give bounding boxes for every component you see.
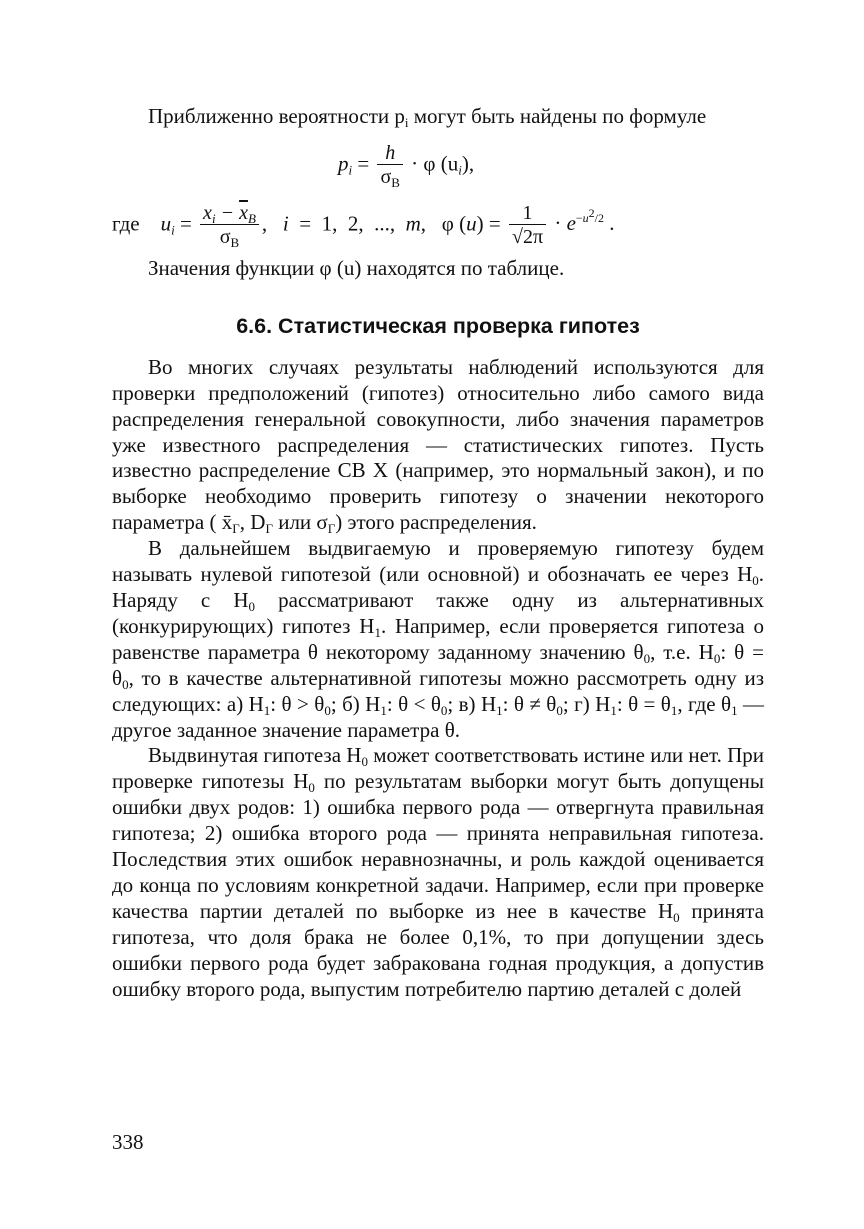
- formula2-u-sub: i: [171, 222, 175, 238]
- formula2-u-fraction: [200, 202, 259, 249]
- page-number: 338: [112, 1130, 144, 1154]
- page-body: [112, 104, 764, 1002]
- formula2-u-den: $\sigma_В$: [219, 225, 240, 250]
- formula1-fraction: [377, 142, 402, 189]
- formula1-rhs: · φ (u: [411, 151, 459, 176]
- formula2-u-num: $x_i - \overline{x}_В$: [200, 202, 259, 225]
- formula1-lhs: p: [338, 151, 349, 176]
- formula1-rhs-sub: i: [458, 162, 462, 178]
- formula2-phi-num: 1: [509, 202, 546, 225]
- formula-definitions: где $u_i$ = $\frac{x_i - \overline{x}_В}{\sigma_В}$ , i = 1, 2, ..., m, φ (u) = $\frac{1}{√2\pi}$ · $e^{-u^2/2}$ .: [112, 201, 615, 250]
- formula1-den-sub: В: [391, 174, 400, 190]
- formula-probability: $p_i$ = $\frac{h}{\sigma_В}$ · φ $(u_i)$,: [338, 141, 475, 190]
- formula1-lhs-sub: i: [348, 162, 353, 178]
- table-note: Значения функции φ (u) находятся по таблице.: [148, 255, 565, 280]
- formula2-phi-exp: · $e^{-u^2/2}$ .: [554, 206, 615, 236]
- formula1-rhs-end: ),: [461, 151, 475, 176]
- formula2-u: u: [160, 211, 172, 236]
- formula2-phi-fraction: [509, 202, 546, 249]
- intro-sentence: Приближенно вероятности $p_i$ могут быть найдены по формуле: [148, 104, 707, 130]
- section-heading: 6.6. Статистическая проверка гипотез: [236, 313, 640, 338]
- formula1-den: σ: [380, 165, 392, 188]
- formula2-index: , i = 1, 2, ..., m,: [261, 211, 442, 236]
- formula2-phi-den: √2π: [511, 225, 544, 248]
- paragraph-2: В дальнейшем выдвигаемую и проверяемую гипотезу будем называть нулевой гипотезой (или основной) и обозначать ее через $H_0$. Наряду с $H_0$ рассматривают также одну из альтернативных (конкурирующих) гипотез $H_1$. Например, если проверяется гипотеза о равенстве параметра θ некоторому заданному значению $\theta_0$, т.е. $H_0$: $\theta = \theta_0$, то в качестве альтернативной гипотезы можно рассмотреть одну из следующих: а) $H_1$: $\theta > \theta_0$; б) $H_1$: $\theta < \theta_0$; в) $H_1$: $\theta \ne \theta_0$; г) $H_1$: $\theta = \theta_1$, где $\theta_1$ — другое заданное значение параметра θ.: [112, 536, 765, 742]
- formula1-num: h: [385, 141, 396, 164]
- paragraph-1: Во многих случаях результаты наблюдений используются для проверки предположений (гипотез) относительно либо самого вида распределения генеральной совокупности, либо значения параметров уже известного распределения — статистических гипотез. Пусть известно распределение СВ X (например, это нормальный закон), и по выборке необходимо проверить гипотезу о значении некоторого параметра ( $x̄_Г$, $D_Г$ или $\sigma_Г$) этого распределения.: [112, 354, 764, 537]
- paragraph-3: Выдвинутая гипотеза $H_0$ может соответствовать истине или нет. При проверке гипотезы $H_0$ по результатам выборки могут быть допущены ошибки двух родов: 1) ошибка первого рода — отвергнута правильная гипотеза; 2) ошибка второго рода — принята неправильная гипотеза. Последствия этих ошибок неравнозначны, и роль каждой оценивается до конца по условиям конкретной задачи. Например, если при проверке качества партии деталей по выборке из нее в качестве $H_0$ принята гипотеза, что доля брака не более 0,1%, то при допущении здесь ошибки первого рода будет забракована годная продукция, а допустив ошибку второго рода, выпустим потребителю партию деталей с долей: [112, 743, 764, 1001]
- formula2-phi-lhs: φ (u) =: [441, 211, 501, 236]
- where-word: где: [112, 211, 140, 236]
